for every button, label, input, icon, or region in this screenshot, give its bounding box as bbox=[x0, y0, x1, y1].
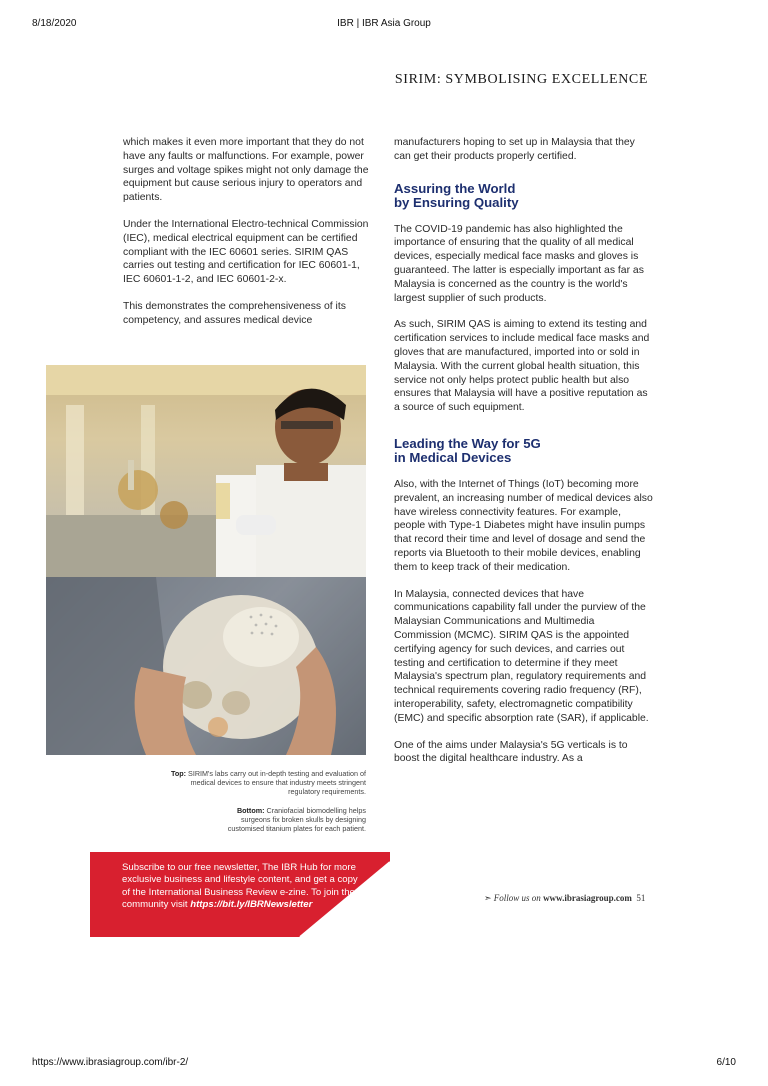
5g-paragraph-1: Also, with the Internet of Things (IoT) becoming more prevalent, an increasing number of medical devices also have wireless connectivity features. For example, people with Type-1 Diabetes might have insulin pumps that record their time and level of dosage and send the reports via Bluetooth to their mobile devices, enabling them to keep track of their medication. bbox=[394, 478, 653, 573]
cursor-arrow-icon: ➣ bbox=[484, 893, 492, 903]
section-heading-quality bbox=[394, 182, 654, 211]
left-paragraph-2: Under the International Electro-technical Commission (IEC), medical electrical equipment can be certified compliant with the IEC 60601 series. SIRIM QAS carries out testing and certification for IEC 60601-1, IEC 60601-1-2, and IEC 60601-2-x. bbox=[123, 218, 369, 286]
5g-paragraph-3: One of the aims under Malaysia's 5G verticals is to boost the digital healthcare industry. As a bbox=[394, 739, 628, 765]
section-heading-quality-line2: by Ensuring Quality bbox=[394, 195, 519, 211]
print-page-count: 6/10 bbox=[716, 1057, 736, 1068]
follow-prefix: Follow us on bbox=[493, 893, 541, 903]
print-site-title: IBR | IBR Asia Group bbox=[337, 18, 431, 29]
skull-illustration bbox=[46, 577, 366, 755]
photo-skull-model bbox=[46, 577, 366, 755]
right-column bbox=[394, 136, 654, 779]
caption-top bbox=[170, 769, 366, 797]
5g-paragraph-2: In Malaysia, connected devices that have communications capability fall under the purview of the Malaysian Communications and Multimedia Commission (MCMC). SIRIM QAS is the appointed certifying agency for such devices, and carries out testing and certification to determine if they meet Malaysia's spectrum plan, regulatory requirements and technical requirements covering radio frequency (RF), interoperability, safety, electromagnetic compatibility (EMC) and specific absorption rate (SAR), if applicable. bbox=[394, 588, 649, 724]
caption-bottom-label: Bottom: bbox=[236, 806, 265, 815]
section-heading-5g-line1: Leading the Way for 5G bbox=[394, 435, 541, 451]
print-date: 8/18/2020 bbox=[32, 18, 77, 29]
caption-bottom-text: Craniofacial biomodelling helps surgeons fix broken skulls by designing customised titanium plates for each patient. bbox=[227, 806, 366, 834]
caption-top-label: Top: bbox=[171, 769, 187, 778]
photo-lab-technician bbox=[46, 365, 366, 577]
section-heading-5g bbox=[394, 437, 654, 466]
newsletter-link[interactable]: https://bit.ly/IBRNewsletter bbox=[190, 899, 313, 911]
caption-top-text: SIRIM's labs carry out in-depth testing and evaluation of medical devices to ensure that industry meets stringent regulatory requirements. bbox=[188, 769, 366, 797]
section-heading-5g-line2: in Medical Devices bbox=[394, 450, 512, 466]
magazine-page-number: 51 bbox=[636, 893, 646, 903]
lab-illustration bbox=[46, 365, 366, 577]
newsletter-banner bbox=[122, 862, 358, 912]
left-column bbox=[123, 136, 376, 341]
follow-us-footer bbox=[484, 893, 645, 904]
right-intro: manufacturers hoping to set up in Malaysia that they can get their products properly certified. bbox=[394, 137, 635, 162]
follow-site-link[interactable]: www.ibrasiagroup.com bbox=[543, 893, 632, 903]
section-heading-quality-line1: Assuring the World bbox=[394, 180, 516, 196]
print-footer-url[interactable]: https://www.ibrasiagroup.com/ibr-2/ bbox=[32, 1057, 189, 1068]
quality-paragraph-1: The COVID-19 pandemic has also highlighted the importance of ensuring that the quality of all medical devices, especially medical face masks and gloves is guaranteed. The latter is especially important as far as Malaysia is concerned as the country is the world's largest supplier of such products. bbox=[394, 223, 644, 304]
running-header: SIRIM: SYMBOLISING EXCELLENCE bbox=[394, 72, 648, 87]
newsletter-text: Subscribe to our free newsletter, The IBR Hub for more exclusive business and lifestyle content, and get a copy of the International Business Review e-zine. To join the community visit bbox=[122, 862, 358, 911]
left-paragraph-3: This demonstrates the comprehensiveness of its competency, and assures medical device bbox=[123, 300, 346, 326]
caption-bottom bbox=[210, 806, 366, 834]
quality-paragraph-2: As such, SIRIM QAS is aiming to extend its testing and certification services to include medical face masks and gloves that are manufactured, imported into or sold in Malaysia. With the current global health situation, this service not only helps protect public health but also ensures that Malaysia will have a positive reputation as a source of such equipment. bbox=[394, 319, 650, 414]
left-paragraph-1: which makes it even more important that they do not have any faults or malfunctions. For example, power surges and voltage spikes might not only damage the equipment but cause serious injury to operators and patients. bbox=[123, 137, 369, 204]
